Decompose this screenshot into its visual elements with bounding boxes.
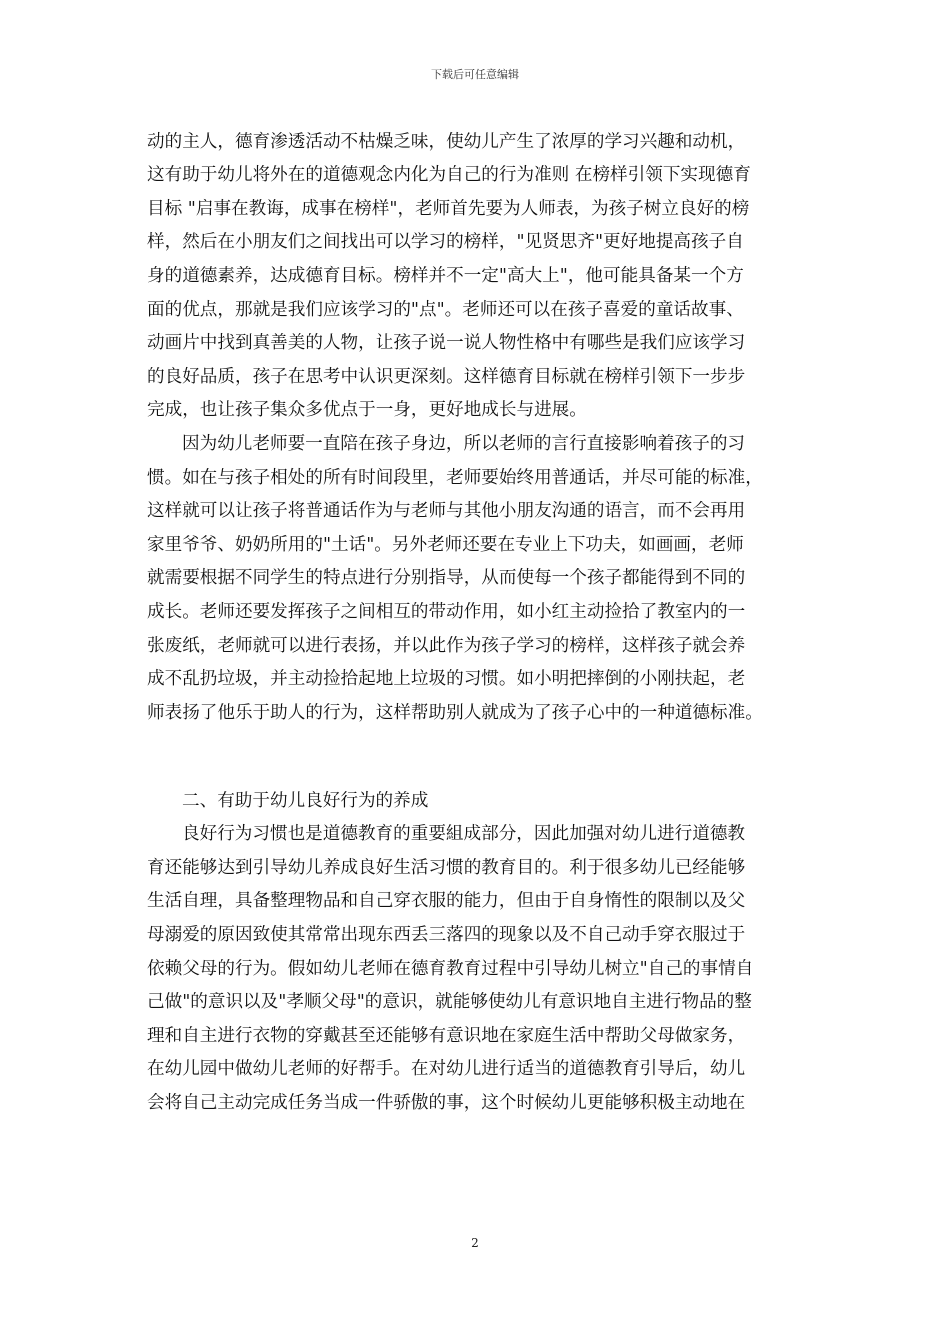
text-line: 完成，也让孩子集众多优点于一身，更好地成长与进展。 — [147, 400, 587, 420]
text-line: 师表扬了他乐于助人的行为，这样帮助别人就成为了孩子心中的一种道德标准。 — [147, 703, 763, 723]
text-line: 张废纸，老师就可以进行表扬，并以此作为孩子学习的榜样，这样孩子就会养 — [147, 636, 746, 656]
text-line: 动的主人，德育渗透活动不枯燥乏味，使幼儿产生了浓厚的学习兴趣和动机， — [147, 132, 746, 152]
text-line: 就需要根据不同学生的特点进行分别指导，从而使每一个孩子都能得到不同的 — [147, 568, 746, 588]
text-line: 样，然后在小朋友们之间找出可以学习的榜样，"见贤思齐"更好地提高孩子自 — [147, 232, 744, 252]
text-line: 在幼儿园中做幼儿老师的好帮手。在对幼儿进行适当的道德教育引导后，幼儿 — [147, 1059, 746, 1079]
text-line: 这有助于幼儿将外在的道德观念内化为自己的行为准则 在榜样引领下实现德育 — [147, 165, 751, 185]
page-header: 下载后可任意编辑 — [431, 68, 519, 81]
text-line: 成长。老师还要发挥孩子之间相互的带动作用，如小红主动捡拾了教室内的一 — [147, 602, 746, 622]
text-line: 己做"的意识以及"孝顺父母"的意识，就能够使幼儿有意识地自主进行物品的整 — [147, 992, 752, 1012]
section-heading: 二、有助于幼儿良好行为的养成 — [182, 791, 429, 811]
text-line: 这样就可以让孩子将普通话作为与老师与其他小朋友沟通的语言，而不会再用 — [147, 501, 746, 521]
text-line: 身的道德素养，达成德育目标。榜样并不一定"高大上"，他可能具备某一个方 — [147, 266, 744, 286]
text-line: 动画片中找到真善美的人物，让孩子说一说人物性格中有哪些是我们应该学习 — [147, 333, 746, 353]
text-line: 育还能够达到引导幼儿养成良好生活习惯的教育目的。利于很多幼儿已经能够 — [147, 858, 746, 878]
paragraph-first-line: 良好行为习惯也是道德教育的重要組成部分，因此加强对幼儿进行道德教 — [182, 824, 746, 844]
text-line: 依赖父母的行为。假如幼儿老师在德育教育过程中引导幼儿树立"自己的事情自 — [147, 959, 754, 979]
text-line: 成不乱扔垃圾，并主动捡拾起地上垃圾的习惯。如小明把摔倒的小刚扶起，老 — [147, 669, 746, 689]
text-line: 会将自己主动完成任务当成一件骄傲的事，这个时候幼儿更能够积极主动地在 — [147, 1093, 746, 1113]
paragraph-first-line: 因为幼儿老师要一直陪在孩子身边，所以老师的言行直接影响着孩子的习 — [182, 434, 746, 454]
text-line: 面的优点，那就是我们应该学习的"点"。老师还可以在孩子喜爱的童话故事、 — [147, 300, 744, 320]
text-line: 生活自理，具备整理物品和自己穿衣服的能力，但由于自身惰性的限制以及父 — [147, 891, 746, 911]
text-line: 家里爷爷、奶奶所用的"土话"。另外老师还要在专业上下功夫，如画画，老师 — [147, 535, 744, 555]
text-line: 母溺爱的原因致使其常常出现东西丢三落四的现象以及不自己动手穿衣服过于 — [147, 925, 746, 945]
text-line: 目标 "启事在教诲，成事在榜样"，老师首先要为人师表，为孩子树立良好的榜 — [147, 199, 750, 219]
text-line: 的良好品质，孩子在思考中认识更深刻。这样德育目标就在榜样引领下一步步 — [147, 367, 746, 387]
text-line: 惯。如在与孩子相处的所有时间段里，老师要始终用普通话，并尽可能的标准， — [147, 468, 763, 488]
page-number: 2 — [471, 1236, 479, 1250]
text-line: 理和自主进行衣物的穿戴甚至还能够有意识地在家庭生活中帮助父母做家务， — [147, 1026, 746, 1046]
